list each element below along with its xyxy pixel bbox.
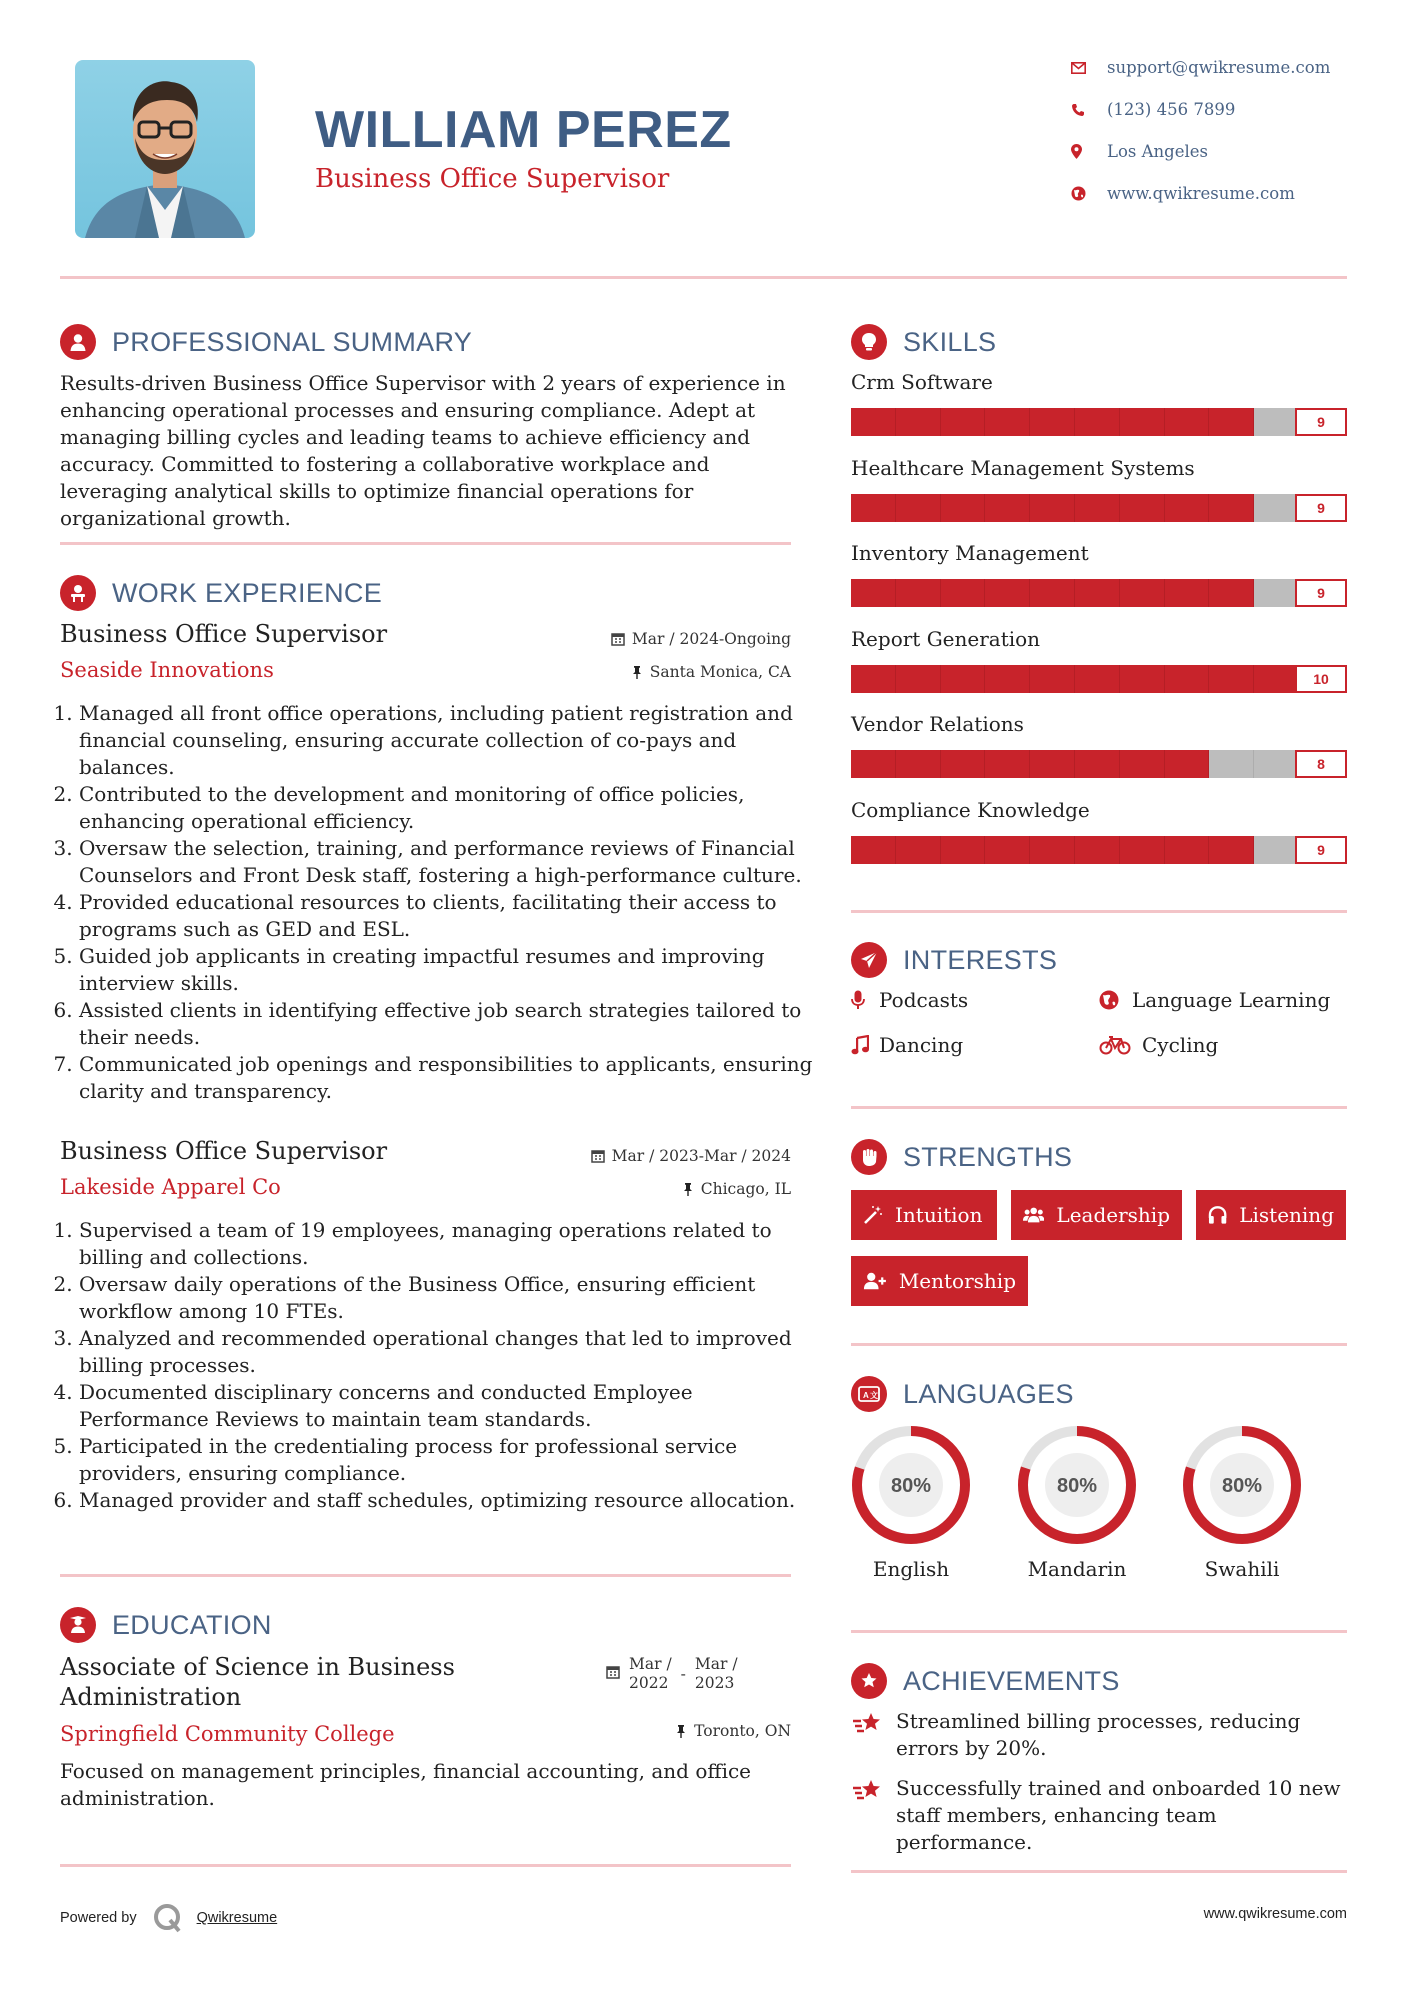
skill-bar-segment (896, 665, 941, 693)
contact-website-text: www.qwikresume.com (1107, 184, 1295, 203)
job-role: Business Office Supervisor (60, 1137, 388, 1165)
languages-list (851, 1425, 1347, 1585)
skill-bar-segment (1254, 579, 1299, 607)
skill-name: Inventory Management (851, 541, 1089, 565)
music-note-icon (851, 1035, 879, 1055)
interests-title: INTERESTS (903, 944, 1058, 975)
skill-bar-segment (1030, 750, 1075, 778)
strength-chip (1196, 1190, 1346, 1240)
language-name: Mandarin (1027, 1557, 1127, 1581)
skill-score: 9 (1295, 579, 1347, 607)
job-dates (560, 630, 791, 648)
skill-bar-segment (1209, 408, 1254, 436)
languages-divider (851, 1630, 1347, 1633)
skills-list (851, 370, 1347, 883)
fist-icon (851, 1139, 887, 1175)
skill-bar (851, 408, 1347, 436)
achievement-item (851, 1775, 1347, 1856)
magic-wand-icon (863, 1205, 883, 1225)
language-item (851, 1425, 971, 1581)
language-ring (1182, 1425, 1302, 1545)
skill-bar-segment (1030, 836, 1075, 864)
skill-bar-segment (941, 665, 986, 693)
briefcase-icon (60, 575, 96, 611)
skill-bar-segment (1209, 494, 1254, 522)
achievement-item (851, 1708, 1347, 1762)
education-degree (60, 1652, 455, 1712)
interest-label: Language Learning (1132, 988, 1331, 1012)
skills-title: SKILLS (903, 326, 997, 357)
skill-bar-segment (941, 579, 986, 607)
strengths-divider (851, 1343, 1347, 1346)
skill-bar-segment (1075, 494, 1120, 522)
footer-powered (60, 1903, 277, 1933)
calendar-icon (606, 1665, 620, 1679)
skill-name: Healthcare Management Systems (851, 455, 1195, 480)
interests-heading (851, 942, 1057, 978)
skill-name: Compliance Knowledge (851, 797, 1090, 822)
skill-row (851, 370, 1347, 456)
skill-bar-segment (985, 665, 1030, 693)
education-end-year: 2023 (694, 1674, 735, 1692)
skill-bar-segment (896, 579, 941, 607)
languages-heading (851, 1376, 1074, 1412)
summary-heading (60, 324, 472, 360)
skill-row (851, 712, 1347, 798)
skill-name: Vendor Relations (851, 712, 1024, 736)
skill-bar-segment (985, 408, 1030, 436)
contact-location (1071, 142, 1208, 161)
header-divider (60, 276, 1347, 279)
skill-bar-segment (1120, 579, 1165, 607)
list-item: 7. Communicated job openings and responsibilities to applicants, ensuring clarity and transparency. (79, 1051, 814, 1105)
skill-bar-segment (1120, 408, 1165, 436)
contact-phone[interactable] (1071, 100, 1235, 119)
achievement-text: Streamlined billing processes, reducing errors by 20%. (896, 1709, 1301, 1760)
language-percent: 80% (1056, 1475, 1098, 1497)
list-item: 4. Provided educational resources to clients, facilitating their access to programs such as GED and ESL. (79, 889, 814, 943)
education-location (560, 1722, 791, 1740)
interest-label: Podcasts (879, 988, 969, 1012)
skill-bar-segment (1075, 665, 1120, 693)
skill-bar-segment (896, 836, 941, 864)
interest-item (1099, 1033, 1218, 1057)
skill-row (851, 627, 1347, 713)
languages-title: LANGUAGES (903, 1378, 1074, 1409)
skill-bar (851, 494, 1347, 522)
skill-bar-segment (1165, 494, 1210, 522)
language-item (1017, 1425, 1137, 1581)
skill-bar-segment (985, 494, 1030, 522)
language-name: Swahili (1204, 1557, 1280, 1581)
language-percent: 80% (1221, 1475, 1263, 1497)
skill-bar-segment (896, 408, 941, 436)
skill-bar-segment (1075, 836, 1120, 864)
skill-bar-segment (1165, 579, 1210, 607)
skill-bar-segment (1209, 750, 1254, 778)
education-start-month: Mar / (629, 1655, 672, 1673)
job-location (560, 1180, 791, 1198)
user-plus-icon (863, 1271, 887, 1291)
skill-row (851, 456, 1347, 542)
contact-email[interactable] (1071, 58, 1330, 77)
globe-icon (1071, 186, 1107, 201)
list-item: 5. Guided job applicants in creating impactful resumes and improving interview skills. (79, 943, 814, 997)
education-end-month: Mar / (694, 1655, 738, 1673)
achievements-divider (851, 1870, 1347, 1873)
skill-bar (851, 579, 1347, 607)
skill-bar-segment (1165, 665, 1210, 693)
svg-text:A: A (863, 1391, 870, 1400)
education-description: Focused on management principles, financial accounting, and office administration. (60, 1759, 752, 1810)
job-dates-text: Mar / 2024-Ongoing (631, 630, 791, 648)
strength-chip (851, 1190, 997, 1240)
skill-name: Crm Software (851, 370, 993, 394)
strength-chip (851, 1256, 1028, 1306)
skill-bar-segment (1254, 408, 1299, 436)
education-start-year: 2022 (629, 1674, 669, 1692)
job-dates-text: Mar / 2023-Mar / 2024 (611, 1147, 791, 1165)
skill-bar-segment (1030, 665, 1075, 693)
skill-bar-segment (1120, 836, 1165, 864)
job-dates (540, 1147, 791, 1165)
skill-score: 8 (1295, 750, 1347, 778)
skill-bar-segment (851, 750, 896, 778)
interests-divider (851, 1106, 1347, 1109)
skill-score: 9 (1295, 408, 1347, 436)
list-item: 5. Participated in the credentialing process for professional service providers, ensuring compliance. (79, 1433, 814, 1487)
education-date-dash: - (680, 1665, 686, 1683)
experience-divider (60, 1574, 791, 1577)
candidate-name: WILLIAM PEREZ (315, 101, 732, 159)
summary-title: PROFESSIONAL SUMMARY (112, 326, 473, 357)
list-item: 6. Managed provider and staff schedules, optimizing resource allocation. (79, 1487, 814, 1514)
skill-bar-segment (1209, 665, 1254, 693)
list-item: 3. Oversaw the selection, training, and performance reviews of Financial Counselors and Front Desk staff, fostering a high-performance culture. (79, 835, 814, 889)
degree-line-1: Associate of Science in Business (60, 1653, 455, 1681)
footer-brand-link[interactable]: Qwikresume (196, 1910, 278, 1926)
list-item: 1. Managed all front office operations, including patient registration and financial counseling, ensuring accurate collection of co-pays and balances. (79, 700, 814, 781)
language-item (1182, 1425, 1302, 1581)
skill-bar-segment (1165, 408, 1210, 436)
skill-bar-segment (851, 836, 896, 864)
skill-bar-segment (1254, 836, 1299, 864)
contact-email-text: support@qwikresume.com (1107, 58, 1331, 77)
pushpin-icon (675, 1724, 687, 1738)
list-item: 4. Documented disciplinary concerns and conducted Employee Performance Reviews to maintain team standards. (79, 1379, 814, 1433)
trophy-star-icon (851, 1775, 896, 1811)
skill-bar-segment (1075, 750, 1120, 778)
contact-website[interactable] (1071, 184, 1295, 203)
skill-bar-segment (1030, 408, 1075, 436)
contact-phone-text: (123) 456 7899 (1107, 100, 1236, 119)
calendar-icon (611, 632, 625, 646)
skill-bar-segment (985, 579, 1030, 607)
list-item: 2. Oversaw daily operations of the Business Office, ensuring efficient workflow among 10 FTEs. (79, 1271, 814, 1325)
interest-item (851, 1033, 963, 1057)
skill-bar-segment (941, 750, 986, 778)
skill-score: 9 (1295, 494, 1347, 522)
translate-icon (851, 1376, 887, 1412)
strength-label: Intuition (895, 1203, 983, 1227)
education-school: Springfield Community College (60, 1722, 395, 1746)
skill-bar-segment (851, 665, 896, 693)
language-ring (1017, 1425, 1137, 1545)
skill-bar-segment (1120, 494, 1165, 522)
skill-bar-segment (941, 836, 986, 864)
qwikresume-logo-icon (153, 1903, 183, 1933)
footer-url[interactable]: www.qwikresume.com (1203, 1906, 1347, 1922)
skill-bar-segment (1209, 836, 1254, 864)
language-percent: 80% (890, 1475, 932, 1497)
achievement-text: Successfully trained and onboarded 10 new staff members, enhancing team performance. (896, 1776, 1341, 1854)
interest-item (1099, 988, 1330, 1012)
job-responsibilities (60, 700, 814, 1105)
experience-heading (60, 575, 382, 611)
skill-bar-segment (1075, 408, 1120, 436)
skills-heading (851, 324, 996, 360)
lightbulb-icon (851, 324, 887, 360)
achievements-title: ACHIEVEMENTS (903, 1665, 1120, 1696)
pushpin-icon (631, 665, 643, 679)
job-location-text: Chicago, IL (700, 1180, 791, 1198)
language-ring (851, 1425, 971, 1545)
skill-bar-segment (985, 836, 1030, 864)
globe-icon (1099, 990, 1132, 1010)
skill-bar-segment (941, 408, 986, 436)
skill-bar-segment (1254, 750, 1299, 778)
interest-label: Dancing (879, 1033, 964, 1057)
star-badge-icon (851, 1663, 887, 1699)
list-item: 2. Contributed to the development and monitoring of office policies, enhancing operational efficiency. (79, 781, 814, 835)
education-divider (60, 1864, 791, 1867)
skill-name: Report Generation (851, 626, 1041, 651)
skill-bar (851, 836, 1347, 864)
svg-text:文: 文 (870, 1391, 879, 1400)
skill-bar (851, 750, 1347, 778)
strengths-heading (851, 1139, 1072, 1175)
profile-photo (75, 60, 255, 238)
interest-label: Cycling (1142, 1033, 1219, 1057)
summary-text: Results-driven Business Office Supervisor with 2 years of experience in enhancing operational processes and ensuring compliance. Adept at managing billing cycles and leading teams to achieve efficiency and accuracy. Committed to fostering a collaborative workplace and leveraging analytical skills to optimize financial operations for organizational growth. (60, 371, 786, 530)
skill-bar-segment (851, 494, 896, 522)
skill-bar-segment (1165, 836, 1210, 864)
skill-bar-segment (1165, 750, 1210, 778)
headphones-icon (1208, 1205, 1227, 1225)
skill-bar-segment (985, 750, 1030, 778)
job-company: Seaside Innovations (60, 658, 274, 682)
user-icon (60, 324, 96, 360)
skill-bar-segment (896, 494, 941, 522)
job-responsibilities (60, 1217, 814, 1514)
skill-bar-segment (1254, 494, 1299, 522)
skill-bar-segment (1030, 494, 1075, 522)
skill-bar-segment (851, 408, 896, 436)
strength-label: Leadership (1056, 1203, 1170, 1227)
skill-bar-segment (941, 494, 986, 522)
trophy-star-icon (851, 1708, 896, 1744)
education-heading (60, 1607, 272, 1643)
list-item: 6. Assisted clients in identifying effective job search strategies tailored to their needs. (79, 997, 814, 1051)
skill-bar-segment (1030, 579, 1075, 607)
strength-chip (1011, 1190, 1182, 1240)
bicycle-icon (1099, 1035, 1142, 1055)
skill-score: 10 (1295, 665, 1347, 693)
paper-plane-icon (851, 942, 887, 978)
skill-row (851, 798, 1347, 884)
list-item: 1. Supervised a team of 19 employees, managing operations related to billing and collections. (79, 1217, 814, 1271)
degree-line-2: Administration (60, 1683, 242, 1711)
map-marker-icon (1071, 144, 1107, 159)
skill-bar-segment (1120, 665, 1165, 693)
skill-bar (851, 665, 1347, 693)
education-location-text: Toronto, ON (694, 1722, 791, 1740)
phone-icon (1071, 103, 1107, 117)
language-name: English (872, 1557, 950, 1581)
job-role: Business Office Supervisor (60, 620, 388, 648)
achievements-heading (851, 1663, 1120, 1699)
strength-label: Mentorship (898, 1269, 1016, 1293)
education-title: EDUCATION (112, 1609, 272, 1640)
candidate-title: Business Office Supervisor (315, 164, 670, 194)
envelope-icon (1071, 62, 1107, 74)
skill-score: 9 (1295, 836, 1347, 864)
skill-bar-segment (1075, 579, 1120, 607)
microphone-icon (851, 990, 879, 1010)
skill-bar-segment (851, 579, 896, 607)
experience-title: WORK EXPERIENCE (112, 577, 383, 608)
strength-label: Listening (1239, 1203, 1334, 1227)
skill-bar-segment (1209, 579, 1254, 607)
education-dates (606, 1655, 738, 1693)
skill-row (851, 541, 1347, 627)
summary-divider (60, 542, 791, 545)
contact-location-text: Los Angeles (1107, 142, 1208, 161)
list-item: 3. Analyzed and recommended operational changes that led to improved billing processes. (79, 1325, 814, 1379)
job-location-text: Santa Monica, CA (649, 663, 791, 681)
job-location (560, 663, 791, 681)
pushpin-icon (682, 1182, 694, 1196)
skill-bar-segment (896, 750, 941, 778)
users-icon (1023, 1205, 1044, 1225)
skills-divider (851, 910, 1347, 913)
graduation-icon (60, 1607, 96, 1643)
interest-item (851, 988, 968, 1012)
skill-bar-segment (1254, 665, 1299, 693)
job-company: Lakeside Apparel Co (60, 1175, 281, 1199)
strengths-title: STRENGTHS (903, 1141, 1073, 1172)
calendar-icon (591, 1149, 605, 1163)
skill-bar-segment (1120, 750, 1165, 778)
footer-powered-label: Powered by (60, 1910, 137, 1926)
